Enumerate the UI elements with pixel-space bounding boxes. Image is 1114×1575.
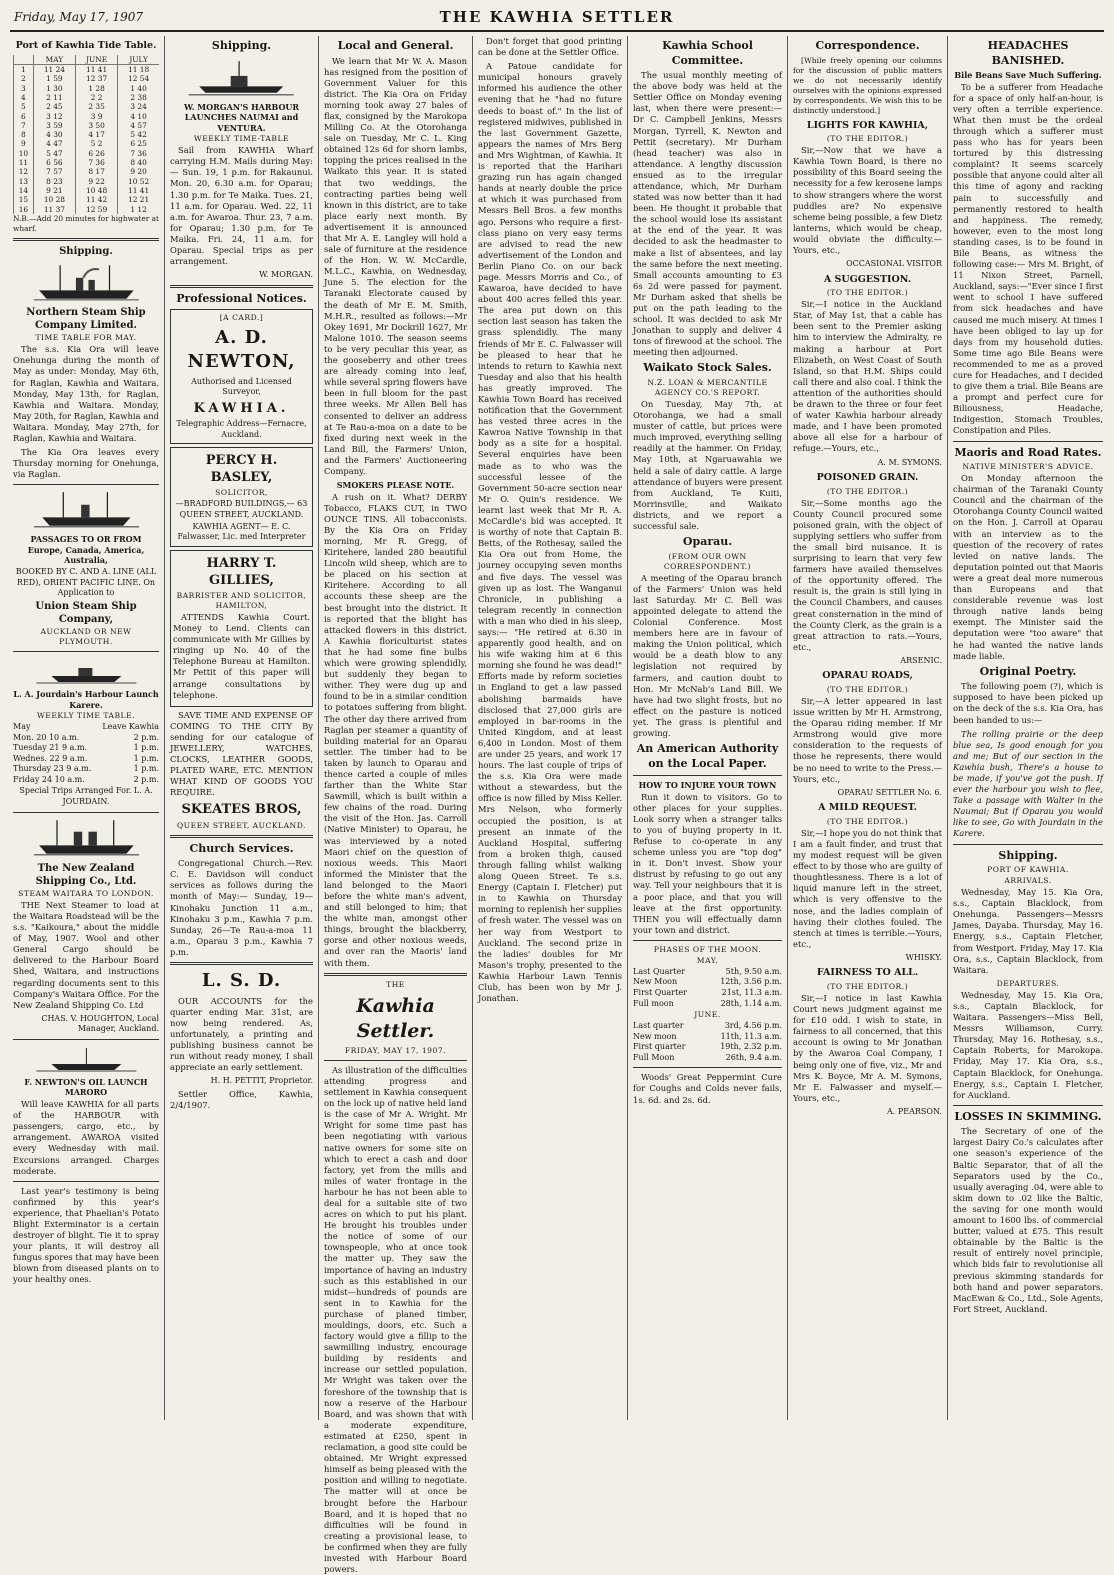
newton-name: A. D. NEWTON, xyxy=(187,327,296,373)
tide-cell: 7 57 xyxy=(33,167,75,176)
tide-row xyxy=(14,112,160,121)
moon-june-row-cell: Full Moon xyxy=(633,1052,675,1062)
launch-illustration-2 xyxy=(184,57,298,99)
tide-cell: 4 57 xyxy=(118,121,159,130)
jourdain-title: L. A. Jourdain's Harbour Launch Karere. xyxy=(13,689,159,710)
tide-cell: 10 xyxy=(14,149,34,158)
save-time-ad: SAVE TIME AND EXPENSE OF COMING TO THE CITY By sending for our catalogue of JEWELLERY, WATCHES, CLOCKS, LEATHER GOODS, PLATED WARE, ETC. MENTION WHAT KIND OF GOODS YOU REQUIRE. xyxy=(170,709,313,798)
moon-may-row xyxy=(633,977,782,988)
to-editor-5: (TO THE EDITOR.) xyxy=(826,816,909,826)
tide-row xyxy=(14,102,160,111)
tide-cell: 10 52 xyxy=(118,177,159,186)
jourdain-sub: WEEKLY TIME TABLE. xyxy=(36,711,136,721)
mild-request-body: Sir,—I hope you do not think that I am a fault finder, and trust that my modest request will be given effect to by those who are guilty of thoughtlessness. There is a lot of liquid manure left in the street, which is very offensive to the nose, and the ladies complain of having their clothes fouled. The stench at times is terrible.—Yours, etc., xyxy=(793,827,942,949)
poisoned-grain-sig: ARSENIC. xyxy=(900,655,942,665)
paper-title: THE KAWHIA SETTLER xyxy=(439,8,675,26)
tide-row xyxy=(14,205,160,214)
oparau-roads-sig: OPARAU SETTLER No. 6. xyxy=(837,787,942,797)
headaches-heading: HEADACHES BANISHED. xyxy=(987,39,1069,67)
jourdain-row xyxy=(13,733,159,744)
stock-sales-sub: N.Z. LOAN & MERCANTILE AGENCY CO.'S REPORT. xyxy=(647,377,768,397)
tide-cell: 14 xyxy=(14,186,34,195)
mild-request-sig: WHISKY. xyxy=(905,952,942,962)
departures-body: Wednesday, May 15. Kia Ora, s.s., Captain Blacklock, for Waitara. Passengers—Miss Bell, Messrs Williamson, Curry. Thursday, May 16. Rothesay, s.s., Captain Roberts, for Marokopa. Friday, May 17. Kia Ora, s.s., Captain Blacklock, for Onehunga. Energy, s.s., Captain I. Fletcher, for Auckland. xyxy=(953,989,1103,1100)
oil-launch-illustration xyxy=(28,1044,145,1074)
tide-cell: 10 48 xyxy=(76,186,118,195)
tide-cell: 1 xyxy=(14,64,34,74)
tide-cell: 1 12 xyxy=(118,205,159,214)
tide-row xyxy=(14,84,160,93)
moon-june-label: JUNE. xyxy=(694,1010,721,1020)
jourdain-row-cell: Leave Kawhia xyxy=(102,722,159,732)
school-committee-body: The usual monthly meeting of the above body was held at the Settler Office on Monday evening last, when there were present:—Dr C. Campbell Jenkins, Messrs Morgan, Tyrrell, K. Newton and Pettit (secretary). Mr Durham (head teacher) was also in attendance. A lengthy discussion ensued as to the irregular attendance, which, Mr Durham stated was now better than it had been. He thought it probable that the school would lose its assistant at the end of the year. It was decided to ask the headmaster to make a list of absentees, and lay the same before the next meeting. Small accounts amounting to £3 6s 2d were passed for payment. Mr Durham asked that shells be put on the path leading to the school. It was decided to ask Mr Jonathan to supply and deliver 4 tons of firewood at the school. The meeting then adjourned. xyxy=(633,70,782,358)
tide-cell: 10 28 xyxy=(33,195,75,204)
tide-cell: 12 54 xyxy=(118,74,159,83)
smokers-body: A rush on it. What? DERBY Tobacco, FLAKS CUT, in TWO OUNCE TINS. All tobacconists. By the Kia Ora on Friday morning, Mr R. Gregg, of Kiritehere, landed 280 beautiful Lincoln wild sheep, which are to be placed on his section at Kiritehere. According to all accounts these sheep are the best brought into the district. It is reported that the blight has attacked flowers in this district. A Kawhia floriculturist states that he had some fine bulbs which were growing splendidly, but suddenly they began to wither. They were dug up and found to be in a similar condition to potatoes suffering from blight. The other day there arrived from Raglan per steamer a quantity of building material for an Oparau settler. The timber had to be taken by launch to Oparau and thence carted a couple of miles farther than the White Star Sawmill, which is built within a few chains of the road. During the visit of the Hon. Jas. Carroll (Native Minister) to Oparau, he was interviewed by a noted Maori chief on the question of noxious weeds. This Maori informed the Minister that the land belonged to the Maori before the white man's advent, and still belonged to him; that the white man, amongst other things, brought the blackberry, gorse and other noxious weeds, and over ran the Maoris' land with them. xyxy=(324,491,467,968)
to-editor-6: (TO THE EDITOR.) xyxy=(826,981,909,991)
newton-role: Authorised and Licensed Surveyor, xyxy=(191,376,292,397)
tide-row xyxy=(14,149,160,158)
departures-heading: DEPARTURES. xyxy=(996,978,1060,988)
tide-cell: 15 xyxy=(14,195,34,204)
native-minister-sub: NATIVE MINISTER'S ADVICE. xyxy=(962,462,1094,472)
jourdain-row-cell: Wednes. 22 9 a.m. xyxy=(13,753,88,763)
poisoned-grain-heading: POISONED GRAIN. xyxy=(816,472,919,484)
tide-cell: 1 30 xyxy=(33,84,75,93)
suggestion-heading: A SUGGESTION. xyxy=(823,273,912,285)
tide-cell: 12 37 xyxy=(76,74,118,83)
tide-table xyxy=(13,55,159,215)
moon-june-row xyxy=(633,1042,782,1053)
arrivals-body: Wednesday, May 15. Kia Ora, s.s., Captain Blacklock, from Onehunga. Passengers—Messrs James, Dayaba. Thursday, May 16. Energy, s.s., Captain Fletcher, from Westport. Friday, May 17. Kia Ora, s.s., Captain Blacklock, from Waitara. xyxy=(953,887,1103,975)
moon-may-table xyxy=(633,967,782,1009)
newton-town: KAWHIA. xyxy=(193,400,290,416)
jourdain-row-cell: 2 p.m. xyxy=(133,732,159,742)
tide-cell: 2 xyxy=(14,74,34,83)
local-general-heading: Local and General. xyxy=(337,39,454,52)
shipping-heading-3: Shipping. xyxy=(998,848,1058,862)
tide-cell: 11 41 xyxy=(76,64,118,74)
tide-cell: 9 xyxy=(14,139,34,148)
moon-may-row-cell: New Moon xyxy=(633,977,678,987)
tide-note: N.B.—Add 20 minutes for highwater at wharf. xyxy=(13,214,159,233)
tide-cell: 5 2 xyxy=(76,139,118,148)
moon-june-row xyxy=(633,1053,782,1064)
tide-cell: 5 42 xyxy=(118,130,159,139)
tide-table-title: Port of Kawhia Tide Table. xyxy=(15,40,157,51)
union-sub: AUCKLAND OR NEW PLYMOUTH. xyxy=(40,627,132,647)
lights-heading: LIGHTS FOR KAWHIA, xyxy=(806,119,929,131)
jourdain-row xyxy=(13,764,159,775)
losses-heading: LOSSES IN SKIMMING. xyxy=(954,1109,1102,1123)
jourdain-row-cell: 1 p.m. xyxy=(133,743,159,753)
lsd-body: OUR ACCOUNTS for the quarter ending Mar. 31st, are now being rendered. As, unfortunately, a printing and publishing business cannot be run without ready money, I shall appreciate an early settlement. xyxy=(170,995,313,1073)
potato-blight-ad: Last year's testimony is being confirmed by this year's experience, that Phaelian's Potato Blight Exterminator is a certain destroyer of blight. Tie it to spray your plants, it will destroy all fungus spores that may have been blown from diseased plants on to your healthy ones. xyxy=(13,1185,159,1285)
nz-shipping-sub: STEAM WAITARA TO LONDON. xyxy=(18,888,154,898)
tide-row xyxy=(14,186,160,195)
professional-notices: Professional Notices. xyxy=(176,291,307,305)
tide-cell: 9 21 xyxy=(33,186,75,195)
tide-cell: 16 xyxy=(14,205,34,214)
moon-june-row-cell: 11th, 11.3 a.m. xyxy=(720,1031,782,1041)
arrivals-heading: ARRIVALS. xyxy=(1004,876,1052,886)
local-general-body: We learn that Mr W. A. Mason has resigned from the position of Government Valuer for this district. The Kia Ora on Friday morning took away 27 bales of flax, consigned by the Marokopa Milling Co. At the Otorohanga sale on Tuesday, Mr C. L. King obtained 12s 6d for shorn lambs, topping the prices realised in the Waikato this year. It is stated that two weddings, the contracting parties being well known in this district, are to take place early next month. By advertisement it is announced that Mr A. E. Langley will hold a sale of furniture at the residence of the Hon. W. W. McCardle, M.L.C., Kawhia, on Wednesday, June 5. The election for the Taranaki Electorate caused by the death of Mr E. M. Smith, M.H.R., resulted as follows:—Mr Okey 1691, Mr Dockrill 1627, Mr Malone 1010. The season seems to be very peculiar this year, as the gooseberry and other trees are already coming into leaf, while several spring flowers have been in full bloom for the past three weeks. Mr Allen Bell has consented to deliver an address at Te Rau-a-moa on a date to be fixed during next week in the Land Bill, the Farmers' Union, and the Farmers' Auctioneering Company. xyxy=(324,55,467,476)
moon-june-row-cell: Last quarter xyxy=(633,1021,684,1031)
church-services: Church Services. xyxy=(189,841,294,855)
moon-may-row-cell: 12th, 3.56 p.m. xyxy=(720,977,782,987)
moon-june-row-cell: New moon xyxy=(633,1031,677,1041)
moon-phases-title: PHASES OF THE MOON. xyxy=(653,944,762,954)
suggestion-body: Sir,—I notice in the Auckland Star, of May 1st, that a cable has been sent to the Premier asking him to interview the Admiralty, re making a harbour at Port Elizabeth, on West Coast of South Island, so that H.M. Ships could call there and also coal. I think the attention of the authorities should be drawn to the three or four feet of water Kawhia harbour already made, and I have been promoted above all else for a harbour of refuge.—Yours, etc., xyxy=(793,299,942,454)
tide-cell: 12 xyxy=(14,167,34,176)
oparau-roads-heading: OPARAU ROADS, xyxy=(822,670,913,682)
moon-may-row-cell: 28th, 1.14 a.m. xyxy=(720,998,782,1008)
editorial-body: As illustration of the difficulties attending progress and settlement in Kawhia consequent on the lock up of native held land is the case of Mr A. Wright. Mr Wright for some time past has been negotiating with various native owners for some site on which to erect a cash and door factory, yet from the mills and miles of water frontage in the harbour he has not been able to deal for a suitable site of two acres on which to put his plant. He brought his troubles under the notice of some of our townspeople, who at once took the matter up. They saw the importance of having an industry such as this established in our midst—hundreds of pounds are sent in to Kawhia for the purchase of planed timber, mouldings, doors, etc. Such a factory would give a fillip to the sawmilling industry, encourage building by residents and increase our settled population. Mr Wright was taken over the foreshore of the township that is now a reserve of the Harbour Board, and was shown that with a moderate expenditure, estimated at £250, spent in reclamation, a good site could be obtained. Mr Wright expressed himself as being pleased with the position and willing to negotiate. The matter will at once be brought before the Harbour Board, and it is hoped that no difficulties will be found in creating a provisional lease, to be confirmed when they are fully invested with Harbour Board powers. xyxy=(324,1064,467,1575)
tide-cell: 6 xyxy=(14,112,34,121)
skeates-address: QUEEN STREET, AUCKLAND. xyxy=(177,820,306,830)
passages-title: PASSAGES TO OR FROM Europe, Canada, America, Australia, xyxy=(27,534,145,566)
newton-launch-title: F. NEWTON'S OIL LAUNCH MARORO xyxy=(24,1076,148,1098)
passages-body: BOOKED BY C. AND A. LINE (ALL RED), ORIENT PACIFIC LINE. On Application to xyxy=(15,566,157,598)
moon-may-row-cell: 5th, 9.50 a.m. xyxy=(725,966,782,976)
bile-beans-heading: Bile Beans Save Much Suffering. xyxy=(954,70,1102,81)
printing-note: Don't forget that good printing can be done at the Settler Office. xyxy=(478,36,622,58)
tide-row xyxy=(14,158,160,167)
morgan-sub: WEEKLY TIME-TABLE xyxy=(193,134,290,144)
newton-card xyxy=(170,309,313,444)
tide-header-cell: JUNE xyxy=(76,55,118,65)
woods-cure-ad: Woods' Great Peppermint Cure for Coughs and Colds never fails, 1s. 6d. and 2s. 6d. xyxy=(633,1072,782,1105)
jourdain-timetable xyxy=(13,722,159,785)
moon-june-row-cell: 26th, 9.4 a.m. xyxy=(725,1052,782,1062)
tide-row xyxy=(14,195,160,204)
jourdain-row-cell: Friday 24 10 a.m. xyxy=(13,774,85,784)
tide-cell: 11 24 xyxy=(33,64,75,74)
lsd-heading: L. S. D. xyxy=(201,970,282,992)
bile-beans-body: To be a sufferer from Headache for a space of only half-an-hour, is very often a terrible experience. What then must be the ordeal through which a sufferer must pass who has for years been tortured by this distressing complaint? It seems scarcely possible that anyone could alter all this time of agony and racking pain to successfully and permanently restored to health and happiness. The remedy, however, even to the most long standing cases, is to be found in Bile Beans, as witness the following case:— Mrs M. Bright, of 11 Nixon Street, Parnell, Auckland, says:—"Ever since I first went to school I have suffered from sick headaches and have caused me much misery. At times I have been obliged to lay up for days from my household duties. Some time ago Bile Beans were recommended to me as a proved cure for Headaches, and I decided to give them a trial. Bile Beans are a prompt and perfect cure for Biliousness, Headache, Indigestion, Stomach Troubles, Constipation and Piles. xyxy=(953,81,1103,436)
shipping-heading-2: Shipping. xyxy=(211,39,272,52)
port-of-kawhia: PORT OF KAWHIA. xyxy=(987,865,1069,875)
tide-cell: 3 12 xyxy=(33,112,75,121)
moon-may-row xyxy=(633,999,782,1010)
column-2 xyxy=(165,36,319,1420)
injure-town-title: HOW TO INJURE YOUR TOWN xyxy=(638,780,777,791)
tide-row xyxy=(14,130,160,139)
native-minister-body: On Monday afternoon the chairman of the Taranaki County Council and the chairman of the Otorohanga County Council waited on the Hon. J. Carroll at Oparau with an interview as to the question of the recovery of rates levied on native lands. The deputation pointed out that Maoris were a great deal more numerous than Europeans and that considerable revenue was lost through native lands being exempt. The Minister said the deputation were "too aware" that he had wanted the native lands made liable. xyxy=(953,473,1103,661)
column-7 xyxy=(948,36,1108,1420)
tide-cell: 3 50 xyxy=(76,121,118,130)
launch-illustration xyxy=(28,656,145,686)
tide-cell: 4 17 xyxy=(76,130,118,139)
moon-june-row-cell: 3rd, 4.56 p.m. xyxy=(724,1021,782,1031)
tide-cell: 5 47 xyxy=(33,149,75,158)
moon-may-row-cell: Last Quarter xyxy=(633,966,686,976)
tide-header-cell: JULY xyxy=(118,55,159,65)
jourdain-note: Special Trips Arranged For. L. A. JOURDAIN. xyxy=(19,786,153,806)
jourdain-row xyxy=(13,743,159,754)
editorial-date: FRIDAY, MAY 17, 1907. xyxy=(344,1045,447,1055)
to-editor-4: (TO THE EDITOR.) xyxy=(826,684,909,694)
card-label: [A CARD.] xyxy=(219,313,264,323)
correspondence-heading: Correspondence. xyxy=(815,39,920,52)
jourdain-row-cell: 1 p.m. xyxy=(133,753,159,763)
basley-agent: KAWHIA AGENT— E. C. Falwasser, Lic. med Interpreter xyxy=(177,521,306,542)
tide-cell: 2 38 xyxy=(118,93,159,102)
moon-june-row xyxy=(633,1032,782,1043)
editorial-masthead: Kawhia Settler. xyxy=(356,994,435,1042)
oparau-body: A meeting of the Oparau branch of the Farmers' Union was held last Saturday. Mr C. Bell was appointed delegate to attend the Colonial Conference. Most members here are in favour of making the Union political, which would be a death blow to any legislation not required by farmers, and caution doubt to Hon. Mr McNab's Land Bill. We have had two slight frosts, but no effect on the pasture is noticed yet. The grass is plentiful and growing. xyxy=(633,572,782,738)
moon-may-row-cell: Full moon xyxy=(633,998,674,1008)
tide-cell: 8 xyxy=(14,130,34,139)
tide-cell: 3 9 xyxy=(76,112,118,121)
basley-role: SOLICITOR, xyxy=(215,488,268,498)
jourdain-row xyxy=(13,754,159,765)
steamship-illustration-2 xyxy=(28,489,145,531)
suggestion-sig: A. M. SYMONS. xyxy=(877,457,942,467)
original-poetry-heading: Original Poetry. xyxy=(979,664,1077,678)
jourdain-row-cell: Mon. 20 10 a.m. xyxy=(13,732,80,742)
to-editor-3: (TO THE EDITOR.) xyxy=(826,486,909,496)
tide-cell: 3 59 xyxy=(33,121,75,130)
tide-cell: 11 18 xyxy=(118,64,159,74)
tide-cell: 11 37 xyxy=(33,205,75,214)
to-editor-1: (TO THE EDITOR.) xyxy=(826,134,909,144)
oparau-heading: Oparau. xyxy=(682,535,733,549)
maoris-rates-heading: Maoris and Road Rates. xyxy=(954,445,1102,459)
tide-row xyxy=(14,74,160,83)
column-6 xyxy=(788,36,948,1420)
tide-cell: 4 10 xyxy=(118,112,159,121)
tide-header-cell: MAY xyxy=(33,55,75,65)
column-3 xyxy=(319,36,473,1575)
shipping-heading: Shipping. xyxy=(59,245,113,257)
tide-cell: 2 11 xyxy=(33,93,75,102)
issue-date: Friday, May 17, 1907 xyxy=(14,10,144,24)
smokers-heading: SMOKERS PLEASE NOTE. xyxy=(336,480,455,491)
jourdain-row-cell: Tuesday 21 9 a.m. xyxy=(13,743,88,753)
lsd-office: Settler Office, Kawhia, 2/4/1907. xyxy=(170,1088,313,1111)
tide-cell: 9 20 xyxy=(118,167,159,176)
tide-row xyxy=(14,167,160,176)
tide-row xyxy=(14,64,160,74)
tide-cell: 13 xyxy=(14,177,34,186)
oparau-sub: (FROM OUR OWN CORRESPONDENT.) xyxy=(663,551,752,571)
stock-sales-heading: Waikato Stock Sales. xyxy=(643,361,772,375)
correspondence-note: [While freely opening our columns for the discussion of public matters we do not necessarily identify ourselves with the opinions expressed by correspondents. We wish this to be distinctly understood.] xyxy=(793,55,942,115)
basley-address: —BRADFORD BUILDINGS,— 63 QUEEN STREET, AUCKLAND. xyxy=(175,499,308,519)
stock-sales-body: On Tuesday, May 7th, at Otorohanga, we had a small muster of cattle, but prices were much improved, everything selling readily at the hammer. On Friday, May 10th, at Ngaruawahia we held a sale of dairy cattle. A large attendance of buyers were present from Auckland, Te Kuiti, Morrinsville, and Waikato districts, and we report a successful sale. xyxy=(633,399,782,532)
column-5 xyxy=(628,36,788,1420)
nss-note: The Kia Ora leaves every Thursday morning for Onehunga, via Raglan. xyxy=(13,447,159,480)
poisoned-grain-body: Sir,—Some months ago the County Council procured some poisoned grain, with the object of supplying settlers who suffer from the small bird nuisance. It is surprising to learn that very few farmers have availed themselves of the opportunity offered. The result is, the grain is still lying in the Council Chambers, and causes great consternation in the mind of the County Clerk, as the grain is a great attraction to rats.—Yours, etc., xyxy=(793,497,942,652)
moon-may-label: MAY. xyxy=(696,955,719,965)
tide-cell: 6 25 xyxy=(118,139,159,148)
gillies-body: ATTENDS Kawhia Court. Money to Lend. Clients can communicate with Mr Gillies by ringing up No. 40 of the Telephone Bureau at Hamilton. Mr Pettit of this paper will arrange consultations by telephone. xyxy=(173,611,310,700)
nss-subtitle: TIME TABLE FOR MAY. xyxy=(35,333,137,343)
nz-shipping-body: THE Next Steamer to load at the Waitara Roadstead will be the s.s. "Kaikoura," about the middle of May, 1907. Wool and other General Cargo should be delivered to the Harbour Board Shed, Waitara, and instructions regarding documents sent to this Company's Waitara Office. For the New Zealand Shipping Co. Ltd xyxy=(13,899,159,1010)
moon-may-row-cell: First Quarter xyxy=(633,988,687,998)
jourdain-row-cell: Thursday 23 9 a.m. xyxy=(13,764,92,774)
tide-cell: 2 2 xyxy=(76,93,118,102)
nz-shipping-title: The New Zealand Shipping Co., Ltd. xyxy=(35,862,137,887)
gillies-card xyxy=(170,550,313,707)
tide-cell: 11 41 xyxy=(118,186,159,195)
tide-cell: 4 47 xyxy=(33,139,75,148)
lsd-sig: H. H. PETTIT, Proprietor. xyxy=(210,1076,313,1086)
mild-request-heading: A MILD REQUEST. xyxy=(818,802,917,814)
newton-telegraph: Telegraphic Address—Fernacre, Auckland. xyxy=(176,419,307,439)
moon-june-row-cell: First quarter xyxy=(633,1042,686,1052)
tide-cell: 3 24 xyxy=(118,102,159,111)
tide-cell: 4 30 xyxy=(33,130,75,139)
tide-row xyxy=(14,121,160,130)
injure-town-body: Run it down to visitors. Go to other places for your supplies. Look sorry when a stranger talks to you of buying property in it. Refuse to co-operate in any scheme unless you are "top dog" in it. Don't invest. Show your distrust by refusing to go out any way. Tell your neighbours that it is a poor place, and that you will leave at the first opportunity. THEN you will effectually damn your town and district. xyxy=(633,791,782,935)
nss-body: The s.s. Kia Ora will leave Onehunga during the month of May as under: Monday, May 6th, for Raglan, Kawhia and Waitara. Monday, May 13th, for Raglan, Kawhia and Waitara. Monday, May 20th, for Raglan, Kawhia and Waitara. Monday, May 27th, for Raglan, Kawhia and Waitara. xyxy=(13,344,159,443)
jourdain-row xyxy=(13,722,159,733)
tide-cell: 7 36 xyxy=(76,158,118,167)
tide-cell: 8 23 xyxy=(33,177,75,186)
fairness-sig: A. PEARSON. xyxy=(887,1106,942,1116)
newton-launch-body: Will leave KAWHIA for all parts of the HARBOUR with passengers, cargo, etc., by arrangement. AWAROA visited every Wednesday with mail. Excursions arranged. Charges moderate. xyxy=(13,1099,159,1176)
tide-cell: 8 17 xyxy=(76,167,118,176)
tide-cell: 2 35 xyxy=(76,102,118,111)
tide-cell: 12 59 xyxy=(76,205,118,214)
masthead xyxy=(10,6,1104,32)
church-body: Congregational Church.—Rev. C. E. Davidson will conduct services as follows during the month of May:— Sunday, 19—Kinohaku Junction 11 a.m., Kinohaku 3 p.m., Kawhia 7 p.m. Sunday, 26—Te Rau-a-moa 11 a.m., Oparau 3 p.m., Kawhia 7 p.m. xyxy=(170,858,313,957)
tide-cell: 3 xyxy=(14,84,34,93)
basley-name: PERCY H. BASLEY, xyxy=(205,453,278,486)
tide-cell: 6 26 xyxy=(76,149,118,158)
tide-cell: 11 xyxy=(14,158,34,167)
the-label: THE xyxy=(386,979,405,989)
moon-may-row xyxy=(633,967,782,978)
column-4 xyxy=(473,36,628,1420)
poem-text: The rolling prairie or the deep blue sea, Is good enough for you and me; But of our section in the Kawhia bush, There's a house to be made, if you've got the push. If ever the harbour you wish to flee, Take a passage with Walter in the Naumai; But if Oparau you would like to see, Go with Jourdain in the Karere. xyxy=(953,728,1103,839)
oparau-roads-body: Sir,—A letter appeared in last issue written by Mr H. Armstrong, the Oparau riding member. If Mr Armstrong would give more consideration to the requests of those he represents, there would be no need to write to the Press.—Yours, etc., xyxy=(793,696,942,784)
fairness-body: Sir,—I notice in last Kawhia Court news judgment against me for £10 odd. I wish to state, in fairness to all concerned, that this account is owing to Mr Jonathan by the Awaroa Coal Company, I being only one of five, viz., Mr and Mrs K. Boyce, Mr A. M. Symons, Mr E. Falwasser and myself.—Yours, etc., xyxy=(793,992,942,1103)
steamship-illustration-3 xyxy=(28,817,145,859)
news-items: A Patoue candidate for municipal honours gravely informed his audience the other evening that he "had no future deeds to boast of." In the list of registered midwives, published in the last Government Gazette, appears the names of Mrs Berg and Mrs Wightman, of Kawhia. It is reported that the Harihari grazing run has again changed hands at nearly double the price at which it was purchased from Messrs Bell Bros. a few months ago. Persons who require a first-class piano on very easy terms are advised to read the new advertisement of the London and Berlin Piano Co. on our back page. Messrs Morris and Co., of Kawaroa, have decided to have about 400 acres felled this year. The area put down on this section last season has taken the grass splendidly. The many friends of Mr E. C. Falwasser will be pleased to hear that he intends to return to Kawhia next Tuesday and also that his health has greatly improved. The Kawhia Town Board has received notification that the Government has vested three acres in the Kawroa Native Township in that body as a site for a hospital. Several enquiries have been made as to who was the successful lessee of the Government 50-acre section near Mr O. Quin's residence. We learnt last week that Mr R. A. McCardle's bid was accepted. It is worthy of note that Captain B. Betts, of the Rothesay, sailed the Kia Ora out from Home, the journey occupying seven months and five days. The vessel was given up as lost. The Wanganui Chronicle, in publishing a telegram recently in connection with a man who died in his sleep, says:— "He retired at 6.30 in apparently good health, and on his wife waking him at 6 this morning she found he was dead!" Efforts made by reform societies in England to get a law passed abolishing barmaids have disclosed that 27,000 girls are employed in bar-rooms in the United Kingdom, and at least 6,400 in London. Most of them are under 25 years, and work 17 hours. The last couple of trips of the s.s. Kia Ora were made without a stewardess, but the office is now filled by Miss Keller. Mrs Nelson, who formerly occupied the position, is at present an inmate of the Auckland Hospital, suffering from a broken thigh, caused through falling whilst walking along Queen Street. Te s.s. Energy (Captain I. Fletcher) put in to Kawhia on Thursday morning to replenish her supplies of fresh water. The vessel was on her way from Westport to Auckland. The second prize in the ladies' doubles for Mr Mason's trophy, presented to the Kawhia Harbour Lawn Tennis Club, has been won by Mr J. Jonathan. xyxy=(478,61,622,1004)
moon-may-row xyxy=(633,988,782,999)
tide-cell: 5 xyxy=(14,102,34,111)
tide-cell: 11 42 xyxy=(76,195,118,204)
lights-sig: OCCASIONAL VISITOR xyxy=(846,259,942,269)
american-authority-heading: An American Authority on the Local Paper. xyxy=(636,742,779,770)
tide-row xyxy=(14,93,160,102)
tide-cell: 6 56 xyxy=(33,158,75,167)
skeates-name: SKEATES BROS, xyxy=(181,802,302,818)
jourdain-row-cell: May xyxy=(13,722,31,732)
morgan-title: W. MORGAN'S HARBOUR LAUNCHES NAUMAI and VENTURA. xyxy=(183,101,300,133)
gillies-role: BARRISTER AND SOLICITOR, HAMILTON, xyxy=(176,590,307,610)
tide-cell: 2 45 xyxy=(33,102,75,111)
poetry-intro: The following poem (?), which is supposed to have been picked up on the deck of the s.s. Kia Ora, has been handed to us:— xyxy=(953,681,1103,725)
basley-card xyxy=(170,447,313,547)
jourdain-row-cell: 2 p.m. xyxy=(133,774,159,784)
column-1 xyxy=(8,36,165,1420)
tide-cell: 4 xyxy=(14,93,34,102)
morgan-sig: W. MORGAN. xyxy=(259,270,313,280)
moon-june-row-cell: 19th, 2.32 p.m. xyxy=(720,1042,782,1052)
to-editor-2: (TO THE EDITOR.) xyxy=(826,288,909,298)
tide-cell: 7 36 xyxy=(118,149,159,158)
moon-june-row xyxy=(633,1021,782,1032)
tide-cell: 7 xyxy=(14,121,34,130)
losses-body: The Secretary of one of the largest Dairy Co.'s calculates after one season's experience of the Baltic Separator, that of all the Separators used by the Co., usually averaging .04, were able to skim down to .02 like the Baltic, the saving for one month would amount to 1600 lbs. of commercial butter, valued at £75. This result obtainable by the Baltic is the result of entirely novel principle, which bids fair to revolutionise all previous skimming standards for both hand and power separators. MacEwan & Co., Ltd., Sole Agents, Fort Street, Auckland. xyxy=(953,1126,1103,1314)
tide-cell: 1 40 xyxy=(118,84,159,93)
nss-title: Northern Steam Ship Company Limited. xyxy=(26,306,146,332)
school-committee-heading: Kawhia School Committee. xyxy=(662,39,753,67)
tide-row xyxy=(14,177,160,186)
union-company: Union Steam Ship Company, xyxy=(35,600,137,625)
jourdain-row xyxy=(13,775,159,786)
jourdain-row-cell: 1 p.m. xyxy=(133,764,159,774)
morgan-body: Sail from KAWHIA Wharf carrying H.M. Mails during May:— Sun. 19, 1 p.m. for Rakaunui. Mon. 20, 6.30 a.m. for Oparau; 1.30 p.m. for Te Maika. Tues. 21, 11 a.m. for Oparau. Wed. 22, 11 a.m. for Awaroa. Thur. 23, 7 a.m. for Oparau; 1.30 p.m. for Te Maika. Fri. 24, 11 a.m. for Oparau. Special trips as per arrangement. xyxy=(170,145,313,267)
tide-header-cell xyxy=(14,55,34,65)
steamship-illustration xyxy=(28,261,145,303)
fairness-heading: FAIRNESS TO ALL. xyxy=(816,967,919,979)
tide-cell: 8 40 xyxy=(118,158,159,167)
gillies-name: HARRY T. GILLIES, xyxy=(206,555,277,588)
tide-cell: 1 59 xyxy=(33,74,75,83)
nz-shipping-sig: CHAS. V. HOUGHTON, Local Manager, Auckland. xyxy=(41,1013,159,1034)
tide-row xyxy=(14,139,160,148)
moon-may-row-cell: 21st, 11.3 a.m. xyxy=(721,988,782,998)
tide-cell: 9 22 xyxy=(76,177,118,186)
tide-cell: 1 28 xyxy=(76,84,118,93)
moon-june-table xyxy=(633,1021,782,1063)
lights-body: Sir,—Now that we have a Kawhia Town Board, is there no possibility of this Board seeing the necessity for a few kerosene lamps to show strangers where the worst puddles are? No expensive scheme being possible, a few Dietz lanterns, which would be cheap, would obviate the difficulty.—Yours, etc., xyxy=(793,145,942,255)
tide-cell: 12 21 xyxy=(118,195,159,204)
